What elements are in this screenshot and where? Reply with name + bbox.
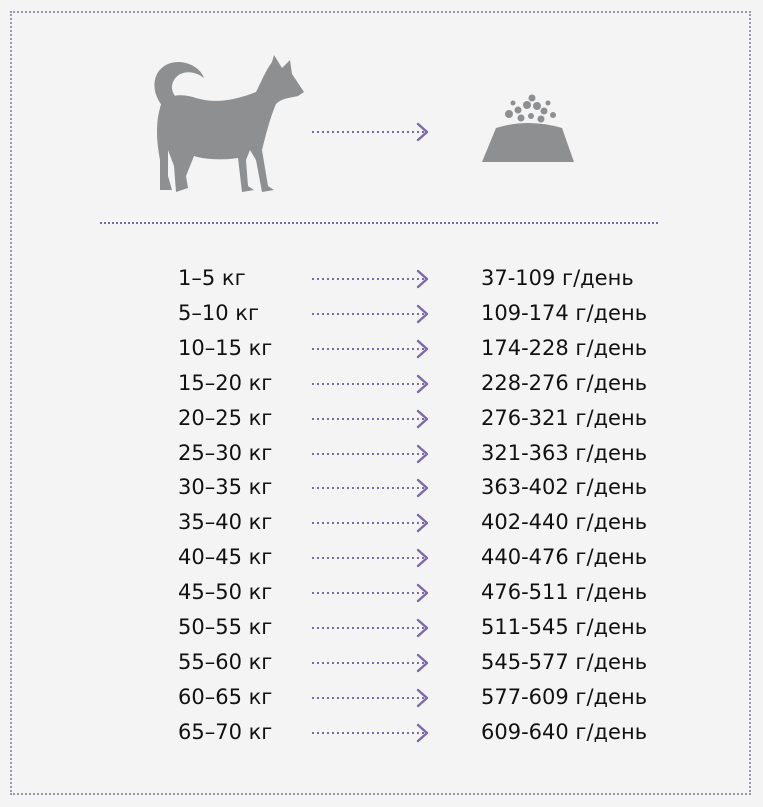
weight-range: 1–5 кг: [178, 266, 246, 290]
dotted-arrow-right-icon: [312, 478, 434, 498]
daily-amount: 440-476 г/день: [481, 545, 648, 570]
table-row: [0, 366, 763, 400]
dotted-arrow-right-icon: [312, 513, 434, 533]
daily-amount: 228-276 г/день: [481, 370, 648, 395]
dotted-arrow-right-icon: [312, 583, 434, 603]
weight-range: 65–70 кг: [178, 719, 273, 744]
table-row: [0, 401, 763, 435]
dotted-arrow-right-icon: [312, 618, 434, 638]
dotted-arrow-right-icon: [312, 374, 434, 394]
dotted-arrow-right-icon: [312, 548, 434, 568]
table-row: [0, 645, 763, 679]
weight-range: 20–25 кг: [178, 405, 273, 430]
dotted-arrow-right-icon: [312, 269, 434, 289]
daily-amount: 402-440 г/день: [481, 510, 648, 535]
daily-amount: 109-174 г/день: [481, 300, 648, 325]
table-row: [0, 680, 763, 714]
dotted-arrow-right-icon: [312, 444, 434, 464]
table-row: [0, 331, 763, 365]
table-row: [0, 505, 763, 539]
daily-amount: 609-640 г/день: [481, 719, 648, 744]
table-row: [0, 575, 763, 609]
table-row: [0, 715, 763, 749]
dog-silhouette-icon: [155, 55, 305, 192]
daily-amount: 511-545 г/день: [481, 615, 648, 639]
daily-amount: 363-402 г/день: [481, 475, 648, 500]
weight-range: 30–35 кг: [178, 475, 273, 500]
weight-range: 55–60 кг: [178, 649, 273, 674]
daily-amount: 476-511 г/день: [481, 580, 648, 605]
dotted-arrow-right-icon: [312, 304, 434, 324]
table-row: [0, 610, 763, 644]
table-row: [0, 261, 763, 295]
table-row: [0, 436, 763, 470]
dotted-arrow-right-icon: [312, 409, 434, 429]
daily-amount: 174-228 г/день: [481, 335, 648, 360]
weight-range: 35–40 кг: [178, 510, 273, 535]
table-row: [0, 470, 763, 504]
weight-range: 5–10 кг: [178, 300, 259, 325]
table-row: [0, 296, 763, 330]
dotted-arrow-right-icon: [312, 653, 434, 673]
dotted-arrow-right-icon: [312, 688, 434, 708]
dotted-arrow-right-icon: [312, 723, 434, 743]
daily-amount: 321-363 г/день: [481, 440, 648, 465]
weight-range: 15–20 кг: [178, 370, 273, 395]
food-bowl-icon: [482, 95, 574, 163]
weight-range: 40–45 кг: [178, 545, 273, 570]
weight-range: 10–15 кг: [178, 335, 273, 360]
table-row: [0, 540, 763, 574]
weight-range: 50–55 кг: [178, 615, 273, 639]
weight-range: 45–50 кг: [178, 580, 273, 605]
section-divider: [100, 222, 658, 224]
daily-amount: 276-321 г/день: [481, 405, 648, 430]
weight-range: 25–30 кг: [178, 440, 273, 465]
daily-amount: 37-109 г/день: [481, 266, 634, 290]
header-illustration: [0, 0, 763, 230]
dotted-arrow-right-icon: [312, 339, 434, 359]
daily-amount: 545-577 г/день: [481, 649, 648, 674]
dotted-arrow-right-icon: [312, 124, 427, 140]
daily-amount: 577-609 г/день: [481, 684, 648, 709]
weight-range: 60–65 кг: [178, 684, 273, 709]
